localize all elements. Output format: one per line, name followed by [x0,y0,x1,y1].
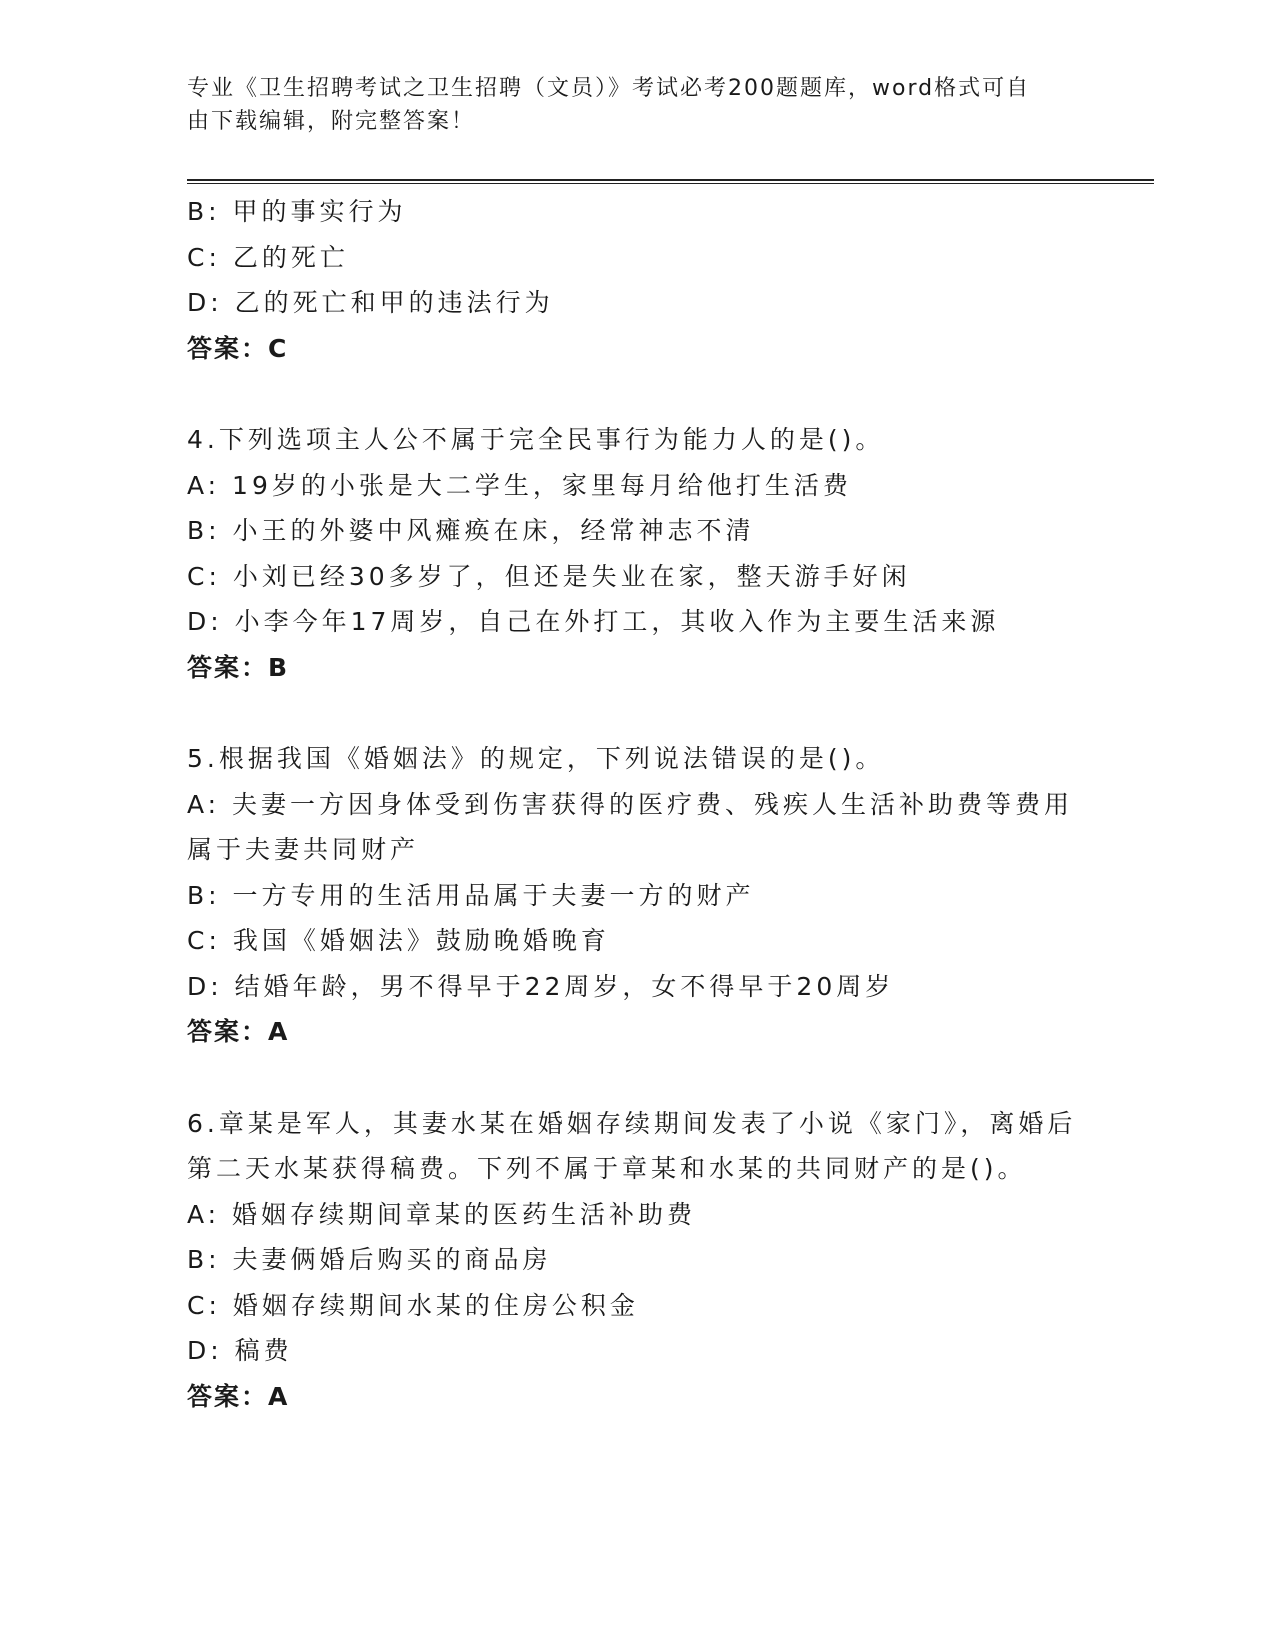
option-a: A: 夫妻一方因身体受到伤害获得的医疗费、残疾人生活补助费等费用属于夫妻共同财产 [187,789,1074,864]
spacer [187,371,1077,417]
option-d: D: 小李今年17周岁，自己在外打工，其收入作为主要生活来源 [187,607,1000,636]
option-b: B: 甲的事实行为 [187,197,407,226]
option-b: B: 夫妻俩婚后购买的商品房 [187,1245,552,1274]
spacer [187,1055,1077,1101]
question-4 [187,417,1077,690]
header-divider-thin [187,183,1154,184]
answer-line: 答案：A [187,1017,290,1046]
spacer [187,690,1077,736]
header-line-1: 专业《卫生招聘考试之卫生招聘（文员）》考试必考200题题库，word格式可自 [187,76,1031,101]
option-c: C: 婚姻存续期间水某的住房公积金 [187,1290,639,1320]
question-stem: 6.章某是军人，其妻水某在婚姻存续期间发表了小说《家门》，离婚后第二天水某获得稿费。下列不属于章某和水某的共同财产的是()。 [187,1108,1077,1183]
question-stem: 4.下列选项主人公不属于完全民事行为能力人的是()。 [187,425,885,454]
question-3-tail [187,189,1077,371]
header-divider-thick [187,179,1154,181]
answer-line: 答案：A [187,1381,290,1411]
option-a: A: 婚姻存续期间章某的医药生活补助费 [187,1199,697,1229]
answer-line: 答案：B [187,652,290,682]
option-c: C: 小刘已经30多岁了，但还是失业在家，整天游手好闲 [187,561,911,591]
question-6 [187,1101,1077,1420]
header-line-2: 由下载编辑，附完整答案！ [187,109,476,134]
option-d: D: 稿费 [187,1336,293,1365]
option-d: D: 乙的死亡和甲的违法行为 [187,288,554,317]
answer-line: 答案：C [187,333,289,363]
question-content [187,189,1077,1419]
option-d: D: 结婚年龄，男不得早于22周岁，女不得早于20周岁 [187,971,895,1001]
option-b: B: 一方专用的生活用品属于夫妻一方的财产 [187,880,755,910]
option-b: B: 小王的外婆中风瘫痪在床，经常神志不清 [187,516,755,545]
option-c: C: 我国《婚姻法》鼓励晚婚晚育 [187,926,610,955]
document-header [187,72,1067,138]
question-stem: 5.根据我国《婚姻法》的规定，下列说法错误的是()。 [187,744,885,773]
option-c: C: 乙的死亡 [187,242,349,272]
option-a: A: 19岁的小张是大二学生，家里每月给他打生活费 [187,470,852,500]
question-5 [187,736,1077,1055]
